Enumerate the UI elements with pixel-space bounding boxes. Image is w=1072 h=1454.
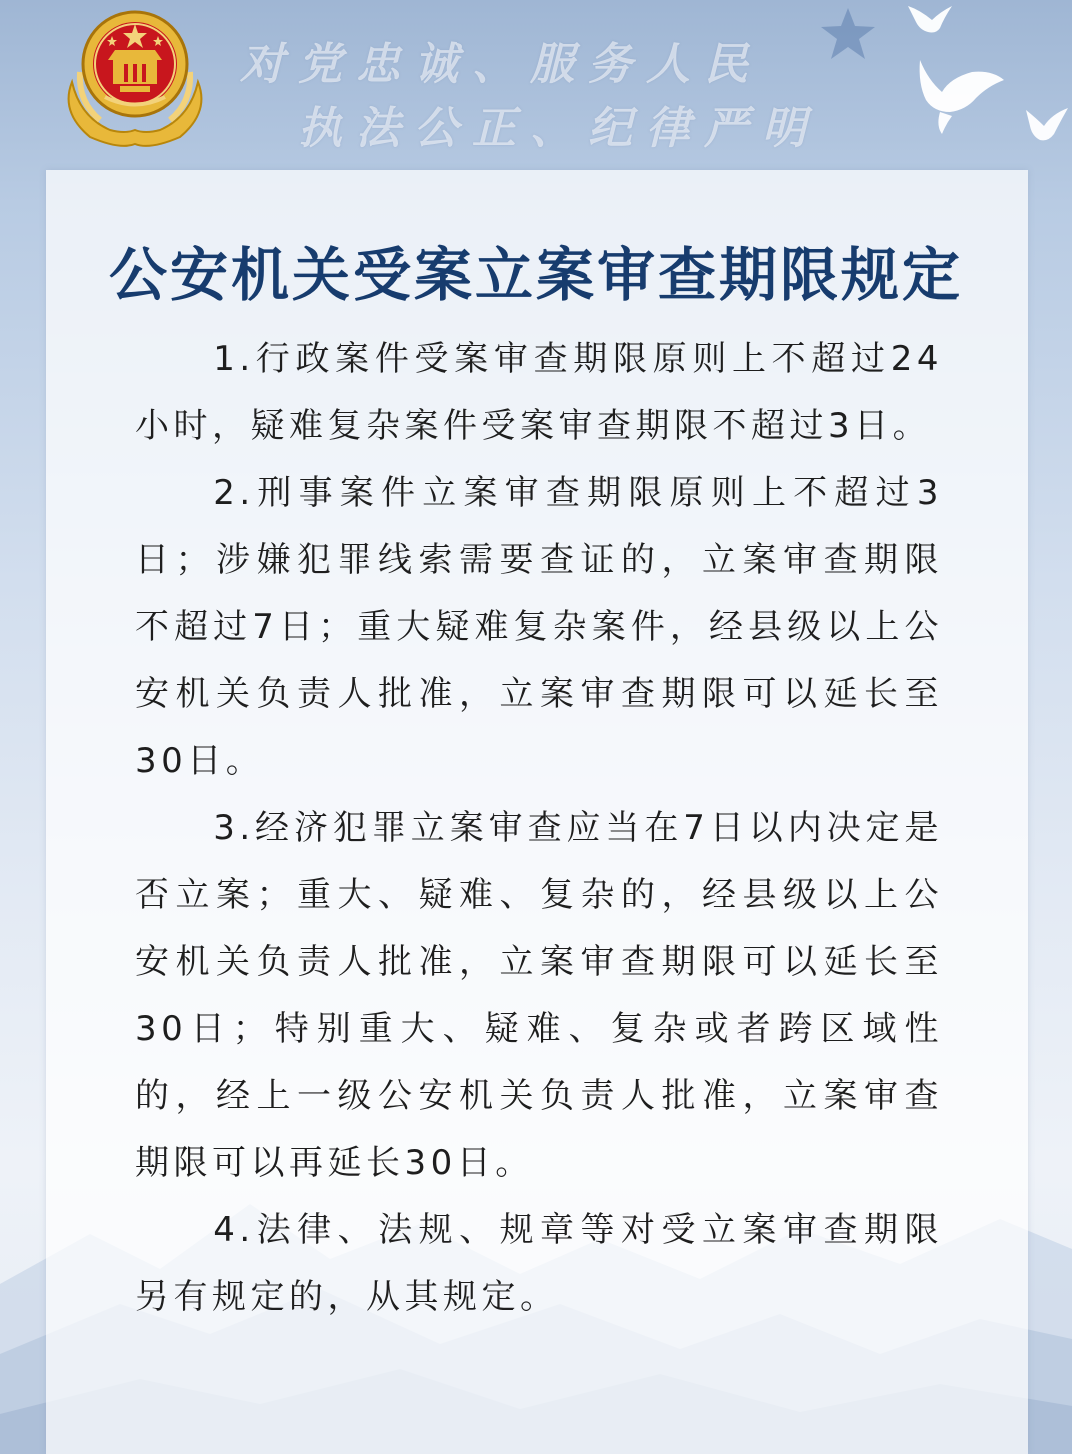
regulation-item-3: 3.经济犯罪立案审查应当在7日以内决定是否立案；重大、疑难、复杂的，经县级以上公安机关负责人批准，立案审查期限可以延长至30日；特别重大、疑难、复杂或者跨区域性的，经上一级公安机关负责人批准，立案审查期限可以再延长30日。 [135, 808, 943, 1183]
dove-icon [880, 0, 1072, 150]
regulation-body [135, 326, 943, 1331]
regulation-item-4: 4.法律、法规、规章等对受立案审查期限另有规定的，从其规定。 [135, 1210, 943, 1317]
regulation-item-1: 1.行政案件受案审查期限原则上不超过24小时，疑难复杂案件受案审查期限不超过3日。 [135, 339, 943, 446]
motto-line-1: 对党忠诚、服务人民 [240, 39, 762, 90]
motto-line-2: 执法公正、纪律严明 [298, 103, 820, 154]
regulation-item-2: 2.刑事案件立案审查期限原则上不超过3日；涉嫌犯罪线索需要查证的，立案审查期限不超过7日；重大疑难复杂案件，经县级以上公安机关负责人批准，立案审查期限可以延长至30日。 [135, 473, 943, 781]
star-icon [818, 6, 878, 62]
page-title: 公安机关受案立案审查期限规定 [108, 241, 963, 309]
police-emblem-icon [50, 2, 220, 152]
